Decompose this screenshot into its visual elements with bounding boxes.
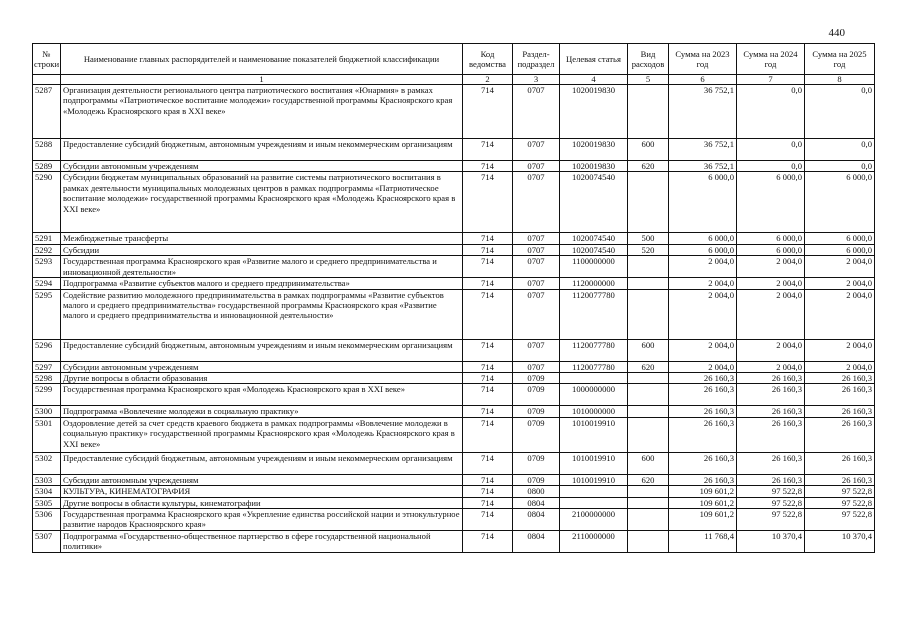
col-number bbox=[33, 75, 61, 85]
row-sum-2024: 26 160,3 bbox=[737, 417, 805, 452]
row-number: 5303 bbox=[33, 474, 61, 485]
row-vid-code bbox=[628, 531, 669, 553]
row-sum-2025: 2 004,0 bbox=[805, 339, 875, 361]
row-sum-2025: 2 004,0 bbox=[805, 289, 875, 339]
row-sum-2024: 97 522,8 bbox=[737, 509, 805, 531]
table-row bbox=[33, 339, 875, 361]
row-name: Межбюджетные трансферты bbox=[61, 233, 463, 244]
table-row bbox=[33, 161, 875, 172]
table-row bbox=[33, 486, 875, 497]
row-razdel-code: 0707 bbox=[513, 244, 560, 255]
row-sum-2024: 97 522,8 bbox=[737, 486, 805, 497]
row-number: 5301 bbox=[33, 417, 61, 452]
row-vid-code bbox=[628, 85, 669, 139]
row-sum-2023: 6 000,0 bbox=[669, 172, 737, 233]
table-row bbox=[33, 406, 875, 417]
row-ved-code: 714 bbox=[463, 361, 513, 372]
row-number: 5302 bbox=[33, 452, 61, 474]
table-row bbox=[33, 531, 875, 553]
table-row bbox=[33, 244, 875, 255]
column-number-row bbox=[33, 75, 875, 85]
header-sum-2024: Сумма на 2024 год bbox=[737, 44, 805, 75]
row-vid-code: 620 bbox=[628, 474, 669, 485]
row-ved-code: 714 bbox=[463, 139, 513, 161]
row-name: Субсидии bbox=[61, 244, 463, 255]
row-statya-code: 1020019830 bbox=[560, 161, 628, 172]
row-name: Подпрограмма «Развитие субъектов малого и среднего предпринимательства» bbox=[61, 278, 463, 289]
row-sum-2023: 26 160,3 bbox=[669, 373, 737, 384]
row-sum-2023: 26 160,3 bbox=[669, 406, 737, 417]
row-sum-2024: 26 160,3 bbox=[737, 452, 805, 474]
row-razdel-code: 0804 bbox=[513, 531, 560, 553]
row-sum-2023: 2 004,0 bbox=[669, 339, 737, 361]
row-ved-code: 714 bbox=[463, 161, 513, 172]
row-name: Субсидии бюджетам муниципальных образований на развитие системы патриотического воспитания в рамках деятельности муниципальных молодежных центров в рамках подпрограммы «Патриотическое воспитание молодежи» государственной программы Красноярского края «Молодежь Красноярского края в XXI веке» bbox=[61, 172, 463, 233]
table-row bbox=[33, 139, 875, 161]
row-vid-code: 620 bbox=[628, 161, 669, 172]
table-row bbox=[33, 233, 875, 244]
row-ved-code: 714 bbox=[463, 452, 513, 474]
row-ved-code: 714 bbox=[463, 172, 513, 233]
row-sum-2025: 97 522,8 bbox=[805, 486, 875, 497]
row-name: Оздоровление детей за счет средств краевого бюджета в рамках подпрограммы «Вовлечение молодежи в социальную практику» государственной программы Красноярского края «Молодежь Красноярского края в XXI веке» bbox=[61, 417, 463, 452]
table-body bbox=[33, 85, 875, 553]
row-razdel-code: 0707 bbox=[513, 339, 560, 361]
table-header-row bbox=[33, 44, 875, 75]
row-vid-code bbox=[628, 289, 669, 339]
row-sum-2024: 0,0 bbox=[737, 161, 805, 172]
row-statya-code: 1020074540 bbox=[560, 172, 628, 233]
table-row bbox=[33, 172, 875, 233]
table-row bbox=[33, 452, 875, 474]
row-sum-2023: 6 000,0 bbox=[669, 233, 737, 244]
row-sum-2023: 26 160,3 bbox=[669, 384, 737, 406]
row-number: 5290 bbox=[33, 172, 61, 233]
row-ved-code: 714 bbox=[463, 417, 513, 452]
row-sum-2025: 26 160,3 bbox=[805, 406, 875, 417]
table-row bbox=[33, 384, 875, 406]
row-number: 5291 bbox=[33, 233, 61, 244]
row-vid-code: 600 bbox=[628, 139, 669, 161]
row-sum-2025: 2 004,0 bbox=[805, 278, 875, 289]
row-sum-2023: 109 601,2 bbox=[669, 509, 737, 531]
row-ved-code: 714 bbox=[463, 244, 513, 255]
row-name: Субсидии автономным учреждениям bbox=[61, 361, 463, 372]
row-sum-2023: 26 160,3 bbox=[669, 452, 737, 474]
row-vid-code bbox=[628, 172, 669, 233]
row-sum-2023: 6 000,0 bbox=[669, 244, 737, 255]
row-sum-2024: 26 160,3 bbox=[737, 384, 805, 406]
row-sum-2025: 2 004,0 bbox=[805, 256, 875, 278]
row-sum-2025: 6 000,0 bbox=[805, 233, 875, 244]
row-name: Организация деятельности регионального центра патриотического воспитания «Юнармия» в рамках подпрограммы «Патриотическое воспитание молодежи» государственной программы Красноярского края «Молодежь Красноярского края в XXI веке» bbox=[61, 85, 463, 139]
row-statya-code: 1120077780 bbox=[560, 289, 628, 339]
row-sum-2023: 11 768,4 bbox=[669, 531, 737, 553]
row-razdel-code: 0709 bbox=[513, 384, 560, 406]
row-statya-code: 1020074540 bbox=[560, 233, 628, 244]
row-statya-code: 1120000000 bbox=[560, 278, 628, 289]
col-number: 8 bbox=[805, 75, 875, 85]
row-sum-2025: 26 160,3 bbox=[805, 417, 875, 452]
row-razdel-code: 0707 bbox=[513, 278, 560, 289]
row-vid-code bbox=[628, 373, 669, 384]
row-sum-2025: 6 000,0 bbox=[805, 172, 875, 233]
table-row bbox=[33, 289, 875, 339]
row-ved-code: 714 bbox=[463, 85, 513, 139]
row-ved-code: 714 bbox=[463, 278, 513, 289]
row-sum-2023: 109 601,2 bbox=[669, 486, 737, 497]
header-vid: Вид расходов bbox=[628, 44, 669, 75]
header-sum-2023: Сумма на 2023 год bbox=[669, 44, 737, 75]
row-sum-2023: 26 160,3 bbox=[669, 417, 737, 452]
row-ved-code: 714 bbox=[463, 339, 513, 361]
row-sum-2024: 2 004,0 bbox=[737, 289, 805, 339]
row-sum-2024: 2 004,0 bbox=[737, 278, 805, 289]
row-vid-code bbox=[628, 497, 669, 508]
header-razdel: Раздел-подраздел bbox=[513, 44, 560, 75]
row-statya-code: 1120077780 bbox=[560, 361, 628, 372]
row-vid-code: 520 bbox=[628, 244, 669, 255]
row-number: 5300 bbox=[33, 406, 61, 417]
row-vid-code bbox=[628, 384, 669, 406]
row-name: Подпрограмма «Вовлечение молодежи в социальную практику» bbox=[61, 406, 463, 417]
row-razdel-code: 0707 bbox=[513, 233, 560, 244]
header-statya: Целевая статья bbox=[560, 44, 628, 75]
budget-table bbox=[32, 43, 875, 553]
row-sum-2023: 109 601,2 bbox=[669, 497, 737, 508]
table-row bbox=[33, 85, 875, 139]
row-sum-2024: 2 004,0 bbox=[737, 361, 805, 372]
row-razdel-code: 0707 bbox=[513, 172, 560, 233]
row-number: 5307 bbox=[33, 531, 61, 553]
row-sum-2023: 36 752,1 bbox=[669, 139, 737, 161]
row-name: Предоставление субсидий бюджетным, автономным учреждениям и иным некоммерческим организациям bbox=[61, 452, 463, 474]
row-name: КУЛЬТУРА, КИНЕМАТОГРАФИЯ bbox=[61, 486, 463, 497]
row-number: 5296 bbox=[33, 339, 61, 361]
row-razdel-code: 0709 bbox=[513, 406, 560, 417]
row-number: 5287 bbox=[33, 85, 61, 139]
header-num: № строки bbox=[33, 44, 61, 75]
row-vid-code bbox=[628, 278, 669, 289]
row-statya-code: 2100000000 bbox=[560, 509, 628, 531]
row-statya-code: 2110000000 bbox=[560, 531, 628, 553]
row-number: 5292 bbox=[33, 244, 61, 255]
row-razdel-code: 0707 bbox=[513, 161, 560, 172]
row-sum-2023: 26 160,3 bbox=[669, 474, 737, 485]
table-row bbox=[33, 278, 875, 289]
col-number: 7 bbox=[737, 75, 805, 85]
row-name: Другие вопросы в области культуры, кинематографии bbox=[61, 497, 463, 508]
row-razdel-code: 0707 bbox=[513, 256, 560, 278]
row-sum-2024: 10 370,4 bbox=[737, 531, 805, 553]
row-sum-2025: 10 370,4 bbox=[805, 531, 875, 553]
row-sum-2024: 97 522,8 bbox=[737, 497, 805, 508]
row-number: 5299 bbox=[33, 384, 61, 406]
row-sum-2025: 2 004,0 bbox=[805, 361, 875, 372]
row-sum-2024: 0,0 bbox=[737, 85, 805, 139]
row-razdel-code: 0709 bbox=[513, 373, 560, 384]
row-sum-2024: 6 000,0 bbox=[737, 172, 805, 233]
row-razdel-code: 0707 bbox=[513, 139, 560, 161]
row-sum-2025: 0,0 bbox=[805, 139, 875, 161]
row-ved-code: 714 bbox=[463, 384, 513, 406]
row-number: 5304 bbox=[33, 486, 61, 497]
row-statya-code: 1020074540 bbox=[560, 244, 628, 255]
row-ved-code: 714 bbox=[463, 509, 513, 531]
row-number: 5293 bbox=[33, 256, 61, 278]
row-razdel-code: 0800 bbox=[513, 486, 560, 497]
table-row bbox=[33, 361, 875, 372]
table-row bbox=[33, 417, 875, 452]
row-sum-2025: 97 522,8 bbox=[805, 509, 875, 531]
row-sum-2025: 26 160,3 bbox=[805, 373, 875, 384]
row-vid-code bbox=[628, 486, 669, 497]
row-statya-code bbox=[560, 373, 628, 384]
page-number: 440 bbox=[828, 27, 845, 39]
row-vid-code bbox=[628, 406, 669, 417]
row-statya-code: 1010019910 bbox=[560, 417, 628, 452]
row-name: Субсидии автономным учреждениям bbox=[61, 474, 463, 485]
header-ved: Код ведомства bbox=[463, 44, 513, 75]
row-number: 5305 bbox=[33, 497, 61, 508]
row-name: Государственная программа Красноярского края «Молодежь Красноярского края в XXI веке» bbox=[61, 384, 463, 406]
row-statya-code: 1010019910 bbox=[560, 474, 628, 485]
row-number: 5295 bbox=[33, 289, 61, 339]
row-name: Государственная программа Красноярского края «Развитие малого и среднего предпринимательства и инновационной деятельности» bbox=[61, 256, 463, 278]
row-razdel-code: 0804 bbox=[513, 509, 560, 531]
row-name: Содействие развитию молодежного предпринимательства в рамках подпрограммы «Развитие субъектов малого и среднего предпринимательства» государственной программы Красноярского края «Развитие малого и среднего предпринимательства и инновационной деятельности» bbox=[61, 289, 463, 339]
row-number: 5288 bbox=[33, 139, 61, 161]
row-ved-code: 714 bbox=[463, 486, 513, 497]
row-sum-2025: 6 000,0 bbox=[805, 244, 875, 255]
row-statya-code: 1010000000 bbox=[560, 406, 628, 417]
row-name: Другие вопросы в области образования bbox=[61, 373, 463, 384]
row-name: Предоставление субсидий бюджетным, автономным учреждениям и иным некоммерческим организациям bbox=[61, 139, 463, 161]
row-statya-code bbox=[560, 497, 628, 508]
row-sum-2023: 2 004,0 bbox=[669, 361, 737, 372]
col-number: 3 bbox=[513, 75, 560, 85]
header-name: Наименование главных распорядителей и наименование показателей бюджетной классификации bbox=[61, 44, 463, 75]
row-statya-code: 1010019910 bbox=[560, 452, 628, 474]
col-number: 2 bbox=[463, 75, 513, 85]
row-ved-code: 714 bbox=[463, 233, 513, 244]
row-sum-2025: 0,0 bbox=[805, 161, 875, 172]
row-number: 5306 bbox=[33, 509, 61, 531]
row-sum-2024: 2 004,0 bbox=[737, 339, 805, 361]
row-number: 5289 bbox=[33, 161, 61, 172]
row-vid-code bbox=[628, 256, 669, 278]
row-statya-code: 1020019830 bbox=[560, 85, 628, 139]
row-number: 5298 bbox=[33, 373, 61, 384]
col-number: 5 bbox=[628, 75, 669, 85]
row-razdel-code: 0707 bbox=[513, 289, 560, 339]
table-row bbox=[33, 256, 875, 278]
row-name: Субсидии автономным учреждениям bbox=[61, 161, 463, 172]
col-number: 6 bbox=[669, 75, 737, 85]
row-sum-2025: 26 160,3 bbox=[805, 474, 875, 485]
row-ved-code: 714 bbox=[463, 373, 513, 384]
row-razdel-code: 0709 bbox=[513, 417, 560, 452]
row-vid-code bbox=[628, 509, 669, 531]
row-statya-code: 1120077780 bbox=[560, 339, 628, 361]
header-sum-2025: Сумма на 2025 год bbox=[805, 44, 875, 75]
row-sum-2025: 26 160,3 bbox=[805, 452, 875, 474]
row-sum-2025: 26 160,3 bbox=[805, 384, 875, 406]
row-vid-code: 600 bbox=[628, 339, 669, 361]
row-statya-code: 1000000000 bbox=[560, 384, 628, 406]
row-ved-code: 714 bbox=[463, 406, 513, 417]
table-row bbox=[33, 509, 875, 531]
row-sum-2023: 2 004,0 bbox=[669, 278, 737, 289]
row-name: Государственная программа Красноярского края «Укрепление единства российской нации и этнокультурное развитие народов Красноярского края» bbox=[61, 509, 463, 531]
row-sum-2023: 36 752,1 bbox=[669, 85, 737, 139]
row-number: 5297 bbox=[33, 361, 61, 372]
row-statya-code bbox=[560, 486, 628, 497]
row-razdel-code: 0709 bbox=[513, 474, 560, 485]
row-sum-2024: 26 160,3 bbox=[737, 406, 805, 417]
row-name: Подпрограмма «Государственно-общественное партнерство в сфере государственной национальной политики» bbox=[61, 531, 463, 553]
row-ved-code: 714 bbox=[463, 256, 513, 278]
table-row bbox=[33, 497, 875, 508]
row-sum-2024: 6 000,0 bbox=[737, 244, 805, 255]
row-vid-code: 600 bbox=[628, 452, 669, 474]
table-row bbox=[33, 373, 875, 384]
row-ved-code: 714 bbox=[463, 531, 513, 553]
row-sum-2023: 2 004,0 bbox=[669, 289, 737, 339]
row-razdel-code: 0707 bbox=[513, 85, 560, 139]
row-razdel-code: 0707 bbox=[513, 361, 560, 372]
row-sum-2024: 26 160,3 bbox=[737, 373, 805, 384]
col-number: 4 bbox=[560, 75, 628, 85]
row-vid-code bbox=[628, 417, 669, 452]
row-sum-2025: 0,0 bbox=[805, 85, 875, 139]
col-number: 1 bbox=[61, 75, 463, 85]
row-sum-2024: 26 160,3 bbox=[737, 474, 805, 485]
row-name: Предоставление субсидий бюджетным, автономным учреждениям и иным некоммерческим организациям bbox=[61, 339, 463, 361]
row-statya-code: 1100000000 bbox=[560, 256, 628, 278]
row-number: 5294 bbox=[33, 278, 61, 289]
row-sum-2024: 0,0 bbox=[737, 139, 805, 161]
row-sum-2023: 36 752,1 bbox=[669, 161, 737, 172]
row-ved-code: 714 bbox=[463, 474, 513, 485]
row-sum-2024: 2 004,0 bbox=[737, 256, 805, 278]
row-statya-code: 1020019830 bbox=[560, 139, 628, 161]
row-vid-code: 620 bbox=[628, 361, 669, 372]
row-razdel-code: 0709 bbox=[513, 452, 560, 474]
row-razdel-code: 0804 bbox=[513, 497, 560, 508]
row-ved-code: 714 bbox=[463, 289, 513, 339]
row-ved-code: 714 bbox=[463, 497, 513, 508]
row-sum-2024: 6 000,0 bbox=[737, 233, 805, 244]
table-row bbox=[33, 474, 875, 485]
row-sum-2025: 97 522,8 bbox=[805, 497, 875, 508]
row-sum-2023: 2 004,0 bbox=[669, 256, 737, 278]
row-vid-code: 500 bbox=[628, 233, 669, 244]
